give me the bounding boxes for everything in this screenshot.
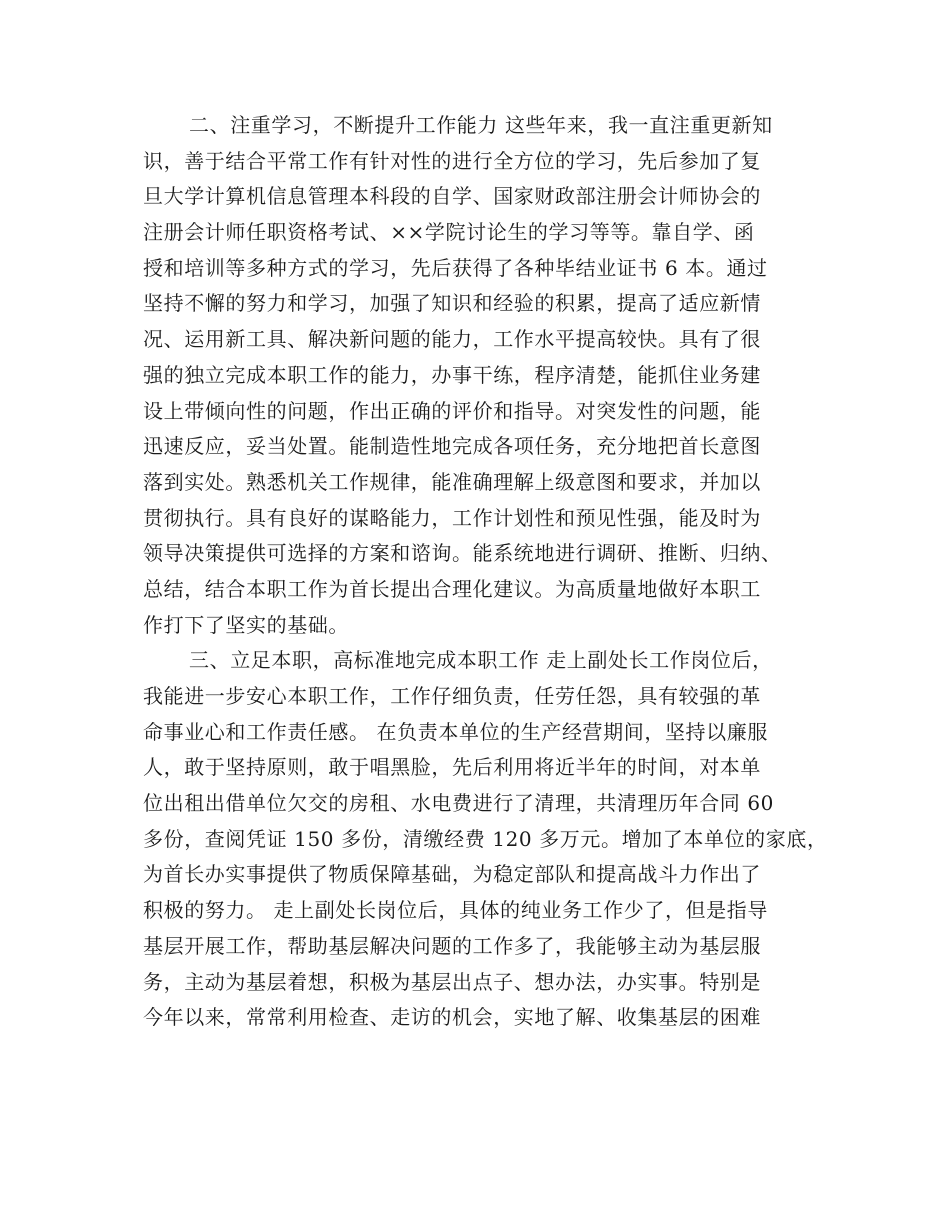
paragraph-heading-duty: 三、立足本职，高标准地完成本职工作 走上副处长工作岗位后， — [189, 648, 773, 673]
document-body — [143, 108, 833, 1036]
text-line: 积极的努力。 走上副处长岗位后，具体的纯业务工作少了，但是指导 — [143, 898, 768, 923]
text-line: 人，敢于坚持原则，敢于唱黑脸，先后利用将近半年的时间，对本单 — [143, 755, 761, 780]
text-line: 贯彻执行。具有良好的谋略能力，工作计划性和预见性强，能及时为 — [143, 505, 761, 530]
text-line: 落到实处。熟悉机关工作规律，能准确理解上级意图和要求，并加以 — [143, 469, 761, 494]
text-line: 识，善于结合平常工作有针对性的进行全方位的学习，先后参加了复 — [143, 148, 761, 173]
text-line: 务，主动为基层着想，积极为基层出点子、想办法，办实事。特别是 — [143, 969, 761, 994]
text-line: 强的独立完成本职工作的能力，办事干练，程序清楚，能抓住业务建 — [143, 362, 761, 387]
text-line: 我能进一步安心本职工作，工作仔细负责，任劳任怨，具有较强的革 — [143, 684, 761, 708]
text-line: 况、运用新工具、解决新问题的能力，工作水平提高较快。具有了很 — [143, 327, 761, 352]
paragraph-heading-study: 二、注重学习，不断提升工作能力 这些年来，我一直注重更新知 — [189, 113, 773, 137]
text-line: 设上带倾向性的问题，作出正确的评价和指导。对突发性的问题，能 — [143, 398, 761, 423]
text-line: 今年以来，常常利用检查、走访的机会，实地了解、收集基层的困难 — [143, 1005, 761, 1030]
text-line: 注册会计师任职资格考试、××学院讨论生的学习等等。靠自学、函 — [143, 220, 755, 245]
text-line: 旦大学计算机信息管理本科段的自学、国家财政部注册会计师协会的 — [143, 184, 761, 209]
text-line: 基层开展工作，帮助基层解决问题的工作多了，我能够主动为基层服 — [143, 933, 761, 958]
text-line: 总结，结合本职工作为首长提出合理化建议。为高质量地做好本职工 — [143, 576, 761, 601]
text-line: 位出租出借单位欠交的房租、水电费进行了清理，共清理历年合同 60 — [143, 791, 775, 816]
text-line: 领导决策提供可选择的方案和谘询。能系统地进行调研、推断、归纳、 — [143, 541, 782, 566]
text-line: 作打下了坚实的基础。 — [143, 612, 349, 637]
text-line: 迅速反应，妥当处置。能制造性地完成各项任务，充分地把首长意图 — [143, 434, 761, 459]
text-line: 为首长办实事提供了物质保障基础，为稳定部队和提高战斗力作出了 — [143, 862, 761, 887]
text-line: 命事业心和工作责任感。 在负责本单位的生产经营期间，坚持以廉服 — [143, 719, 768, 744]
text-line: 授和培训等多种方式的学习，先后获得了各种毕结业证书 6 本。通过 — [143, 255, 768, 280]
text-line: 坚持不懈的努力和学习，加强了知识和经验的积累，提高了适应新情 — [143, 291, 761, 316]
text-line: 多份，查阅凭证 150 多份，清缴经费 120 多万元。增加了本单位的家底， — [143, 826, 828, 851]
